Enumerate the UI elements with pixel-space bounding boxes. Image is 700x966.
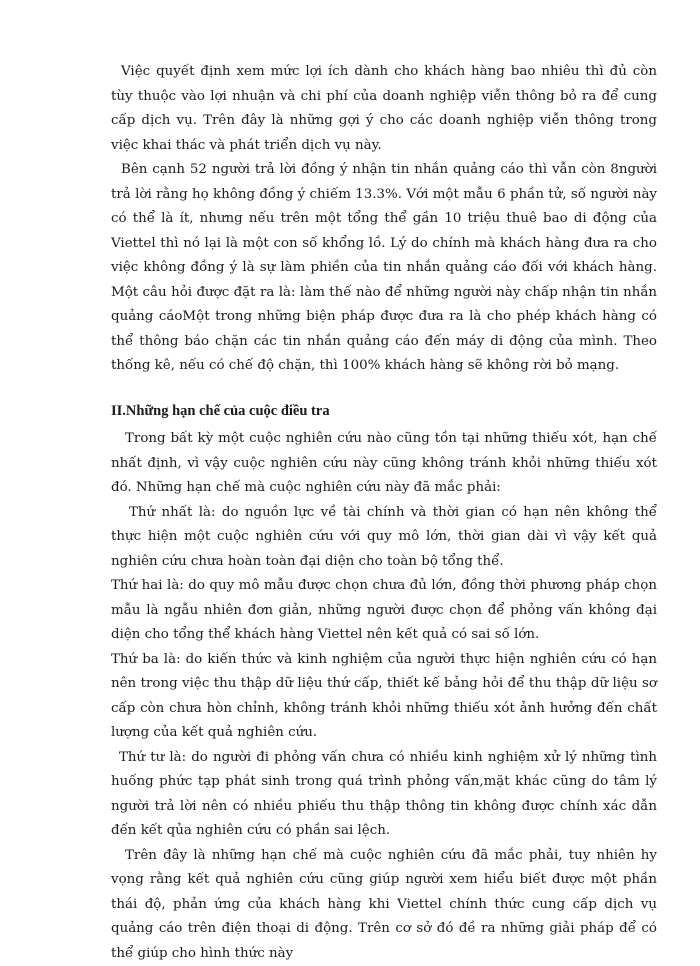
paragraph-disagree-respondents: Bên cạnh 52 người trả lời đồng ý nhận tin nhắn quảng cáo thì vẫn còn 8người trả lời rằng họ không đồng ý chiếm 13.3%. Với một mẫu 6 phần tử, số người này có thể là ít, nhưng nếu trên một tổng thể gần 10 triệu thuê bao di động của Viettel thì nó lại là một con số khổng lồ. Lý do chính mà khách hàng đưa ra cho việc không đồng ý là sự làm phiền của tin nhắn quảng cáo đối với khách hàng. Một câu hỏi được đặt ra là: làm thế nào để những người này chấp nhận tin nhắn quảng cáoMột trong những biện pháp được đưa ra là cho phép khách hàng có thể thông báo chặn các tin nhắn quảng cáo đến máy di động của mình. Theo thống kê, nếu có chế độ chặn, thì 100% khách hàng sẽ không rời bỏ mạng. <box>111 158 657 379</box>
paragraph-limitation-fourth: Thứ tư là: do người đi phỏng vấn chưa có nhiều kinh nghiệm xử lý những tình huống phức tạp phát sinh trong quá trình phỏng vấn,mặt khác cũng do tâm lý người trả lời nên có nhiều phiếu thu thập thông tin không được chính xác dẫn đến kết qủa nghiên cứu có phần sai lệch. <box>111 746 657 844</box>
paragraph-limitations-intro: Trong bất kỳ một cuộc nghiên cứu nào cũng tồn tại những thiếu xót, hạn chế nhất định, vì vậy cuộc nghiên cứu này cũng không tránh khỏi những thiếu xót đó. Những hạn chế mà cuộc nghiên cứu này đã mắc phải: <box>111 427 657 501</box>
paragraph-benefit-decision: Việc quyết định xem mức lợi ích dành cho khách hàng bao nhiêu thì đủ còn tùy thuộc vào lợi nhuận và chi phí của doanh nghiệp viễn thông bỏ ra để cung cấp dịch vụ. Trên đây là những gợi ý cho các doanh nghiệp viễn thông trong việc khai thác và phát triển dịch vụ này. <box>111 60 657 158</box>
paragraph-limitation-third: Thứ ba là: do kiến thức và kinh nghiệm của người thực hiện nghiên cứu có hạn nên trong việc thu thập dữ liệu thứ cấp, thiết kế bảng hỏi để thu thập dữ liệu sơ cấp còn chưa hòn chỉnh, không tránh khỏi những thiếu xót ảnh hưởng đến chất lượng của kết quả nghiên cứu. <box>111 648 657 746</box>
document-page <box>111 60 657 966</box>
paragraph-conclusion: Trên đây là những hạn chế mà cuộc nghiên cứu đã mắc phải, tuy nhiên hy vọng rằng kết quả nghiên cứu cũng giúp người xem hiểu biết được một phần thái độ, phản ứng của khách hàng khi Viettel chính thức cung cấp dịch vụ quảng cáo trên điện thoại di động. Trên cơ sở đó đề ra những giải pháp để có thể giúp cho hình thức này <box>111 844 657 966</box>
paragraph-limitation-first: Thứ nhất là: do nguồn lực về tài chính và thời gian có hạn nên không thể thực hiện một cuộc nghiên cứu với quy mô lớn, thời gian dài vì vậy kết quả nghiên cứu chưa hoàn toàn đại diện cho toàn bộ tổng thể. <box>111 501 657 575</box>
section-heading: II.Những hạn chế của cuộc điều tra <box>111 399 657 424</box>
paragraph-limitation-second: Thứ hai là: do quy mô mẫu được chọn chưa đủ lớn, đồng thời phương pháp chọn mẫu là ngẫu nhiên đơn giản, những người được chọn để phỏng vấn không đại diện cho tổng thể khách hàng Viettel nên kết quả có sai số lớn. <box>111 574 657 648</box>
